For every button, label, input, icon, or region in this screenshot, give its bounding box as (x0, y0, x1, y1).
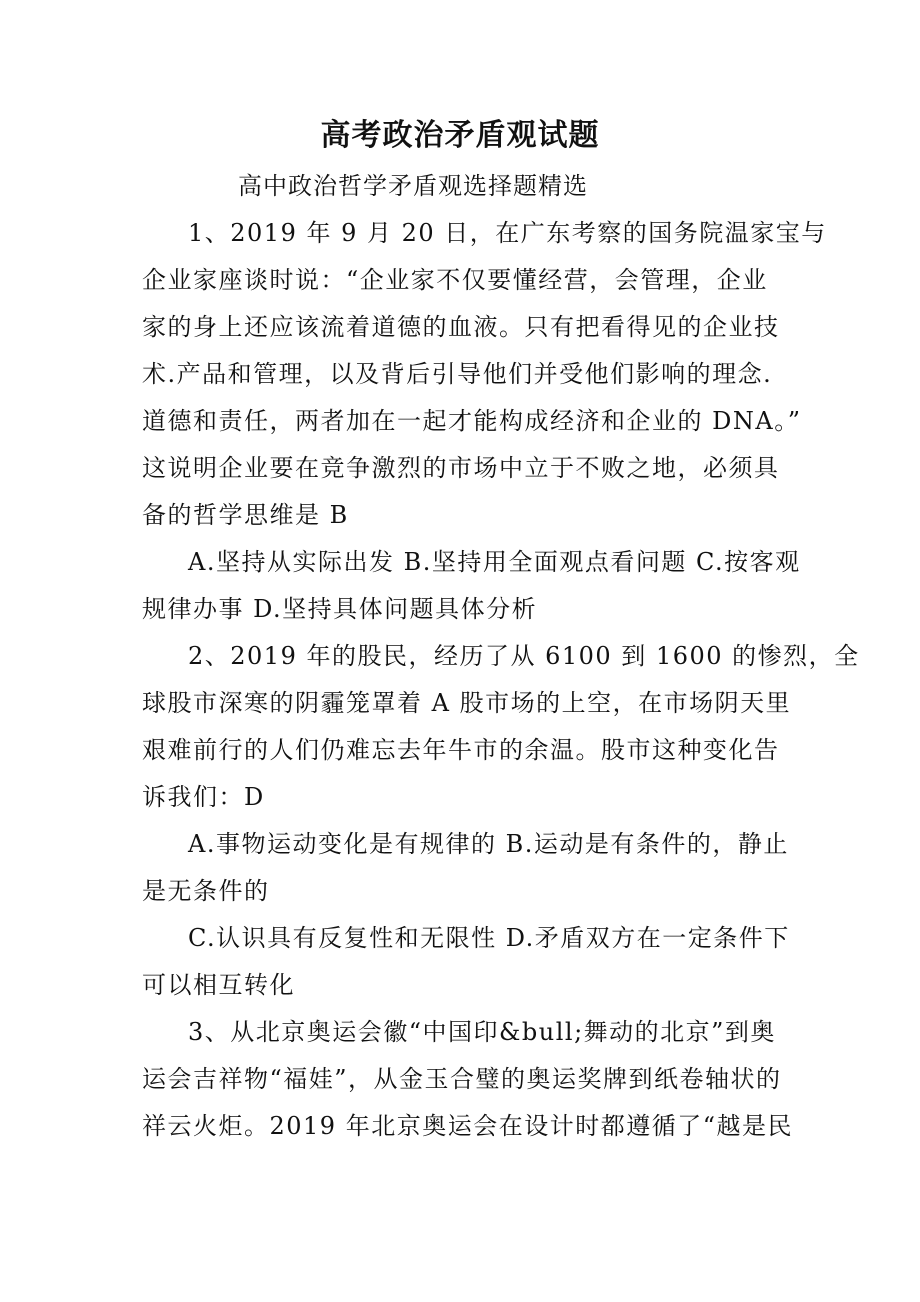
text-line: 3、从北京奥运会徽“中国印&bull;舞动的北京”到奥 (188, 1018, 776, 1046)
text-line: 家的身上还应该流着道德的血液。只有把看得见的企业技 (142, 313, 780, 341)
text-line: 可以相互转化 (142, 971, 295, 999)
text-line: C.认识具有反复性和无限性 D.矛盾双方在一定条件下 (188, 924, 790, 952)
text-lines (142, 210, 860, 1150)
text-line: 2、2019 年的股民，经历了从 6100 到 1600 的惨烈，全 (188, 642, 860, 670)
text-line: A.坚持从实际出发 B.坚持用全面观点看问题 C.按客观 (188, 548, 801, 576)
text-line: 球股市深寒的阴霾笼罩着 A 股市场的上空，在市场阴天里 (142, 689, 792, 717)
text-line: 是无条件的 (142, 877, 270, 905)
text-line: 祥云火炬。2019 年北京奥运会在设计时都遵循了“越是民 (142, 1112, 793, 1140)
text-line: 术.产品和管理，以及背后引导他们并受他们影响的理念. (142, 360, 773, 388)
text-line: 备的哲学思维是 B (142, 501, 349, 529)
text-line: A.事物运动变化是有规律的 B.运动是有条件的，静止 (188, 830, 789, 858)
text-line: 企业家座谈时说：“企业家不仅要懂经营，会管理，企业 (142, 266, 768, 294)
document-title: 高考政治矛盾观试题 (320, 118, 600, 153)
text-line: 诉我们：D (142, 783, 265, 811)
document-body (142, 210, 860, 1150)
document-subtitle: 高中政治哲学矛盾观选择题精选 (238, 172, 588, 200)
text-line: 这说明企业要在竞争激烈的市场中立于不败之地，必须具 (142, 454, 780, 482)
text-line: 运会吉祥物“福娃”，从金玉合璧的奥运奖牌到纸卷轴状的 (142, 1065, 782, 1093)
text-line: 规律办事 D.坚持具体问题具体分析 (142, 595, 538, 623)
text-line: 艰难前行的人们仍难忘去年牛市的余温。股市这种变化告 (142, 736, 780, 764)
text-line: 1、2019 年 9 月 20 日，在广东考察的国务院温家宝与 (188, 219, 827, 247)
text-line: 道德和责任，两者加在一起才能构成经济和企业的 DNA。” (142, 407, 802, 435)
